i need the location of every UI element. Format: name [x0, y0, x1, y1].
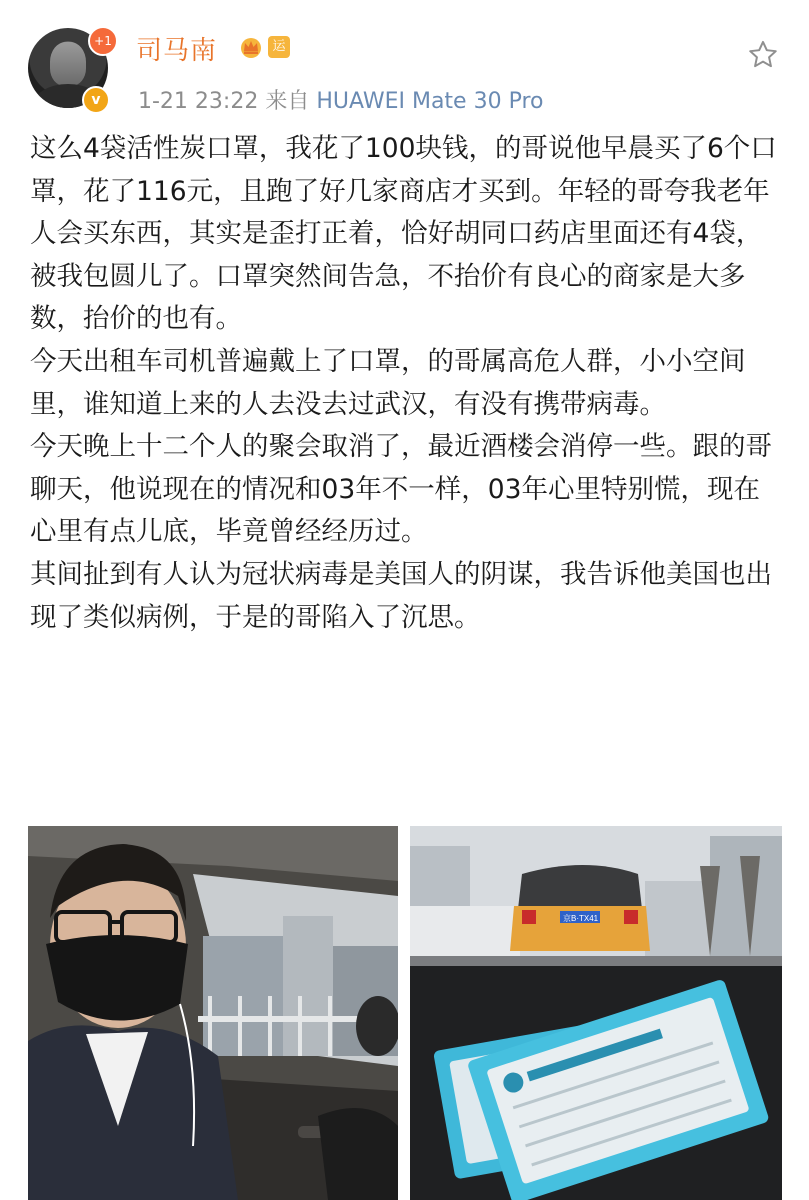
photo-man-in-car-art — [28, 826, 398, 1200]
photo-masks-on-dashboard-art — [410, 826, 782, 1200]
crown-icon — [238, 36, 264, 58]
post-header — [0, 0, 809, 120]
member-badge: 运 — [268, 36, 290, 58]
photo-masks-on-dashboard[interactable] — [410, 826, 782, 1200]
source-prefix: 来自 — [265, 89, 310, 114]
post-time: 1-21 23:22 — [138, 89, 259, 114]
source-device[interactable]: HUAWEI Mate 30 Pro — [316, 89, 544, 114]
star-outline-icon[interactable] — [746, 38, 780, 72]
post-paragraph: 这么4袋活性炭口罩，我花了100块钱，的哥说他早晨买了6个口罩，花了116元，且跑了好几家商店才买到。年轻的哥夸我老年人会买东西，其实是歪打正着，恰好胡同口药店里面还有4袋，被我包圆儿了。口罩突然间告急，不抬价有良心的商家是大多数，抬价的也有。 — [30, 133, 777, 335]
taxi-plate-text: 京B·TX41 — [563, 914, 599, 923]
photo-man-in-car[interactable] — [28, 826, 398, 1200]
post-meta — [138, 84, 543, 115]
avatar-face — [50, 42, 86, 86]
plus-one-badge: +1 — [88, 26, 118, 56]
username[interactable]: 司马南 — [136, 36, 218, 66]
post-paragraph: 今天出租车司机普遍戴上了口罩，的哥属高危人群，小小空间里，谁知道上来的人去没去过武汉，有没有携带病毒。 — [30, 345, 746, 420]
post-paragraph: 其间扯到有人认为冠状病毒是美国人的阴谋，我告诉他美国也出现了类似病例，于是的哥陷入了沉思。 — [30, 558, 772, 633]
post-paragraph: 今天晚上十二个人的聚会取消了，最近酒楼会消停一些。跟的哥聊天，他说现在的情况和03年不一样，03年心里特别慌，现在心里有点儿底，毕竟曾经经历过。 — [30, 431, 772, 548]
verified-badge-icon: v — [82, 86, 110, 114]
photo-grid — [28, 826, 782, 1200]
post-body — [30, 128, 782, 639]
